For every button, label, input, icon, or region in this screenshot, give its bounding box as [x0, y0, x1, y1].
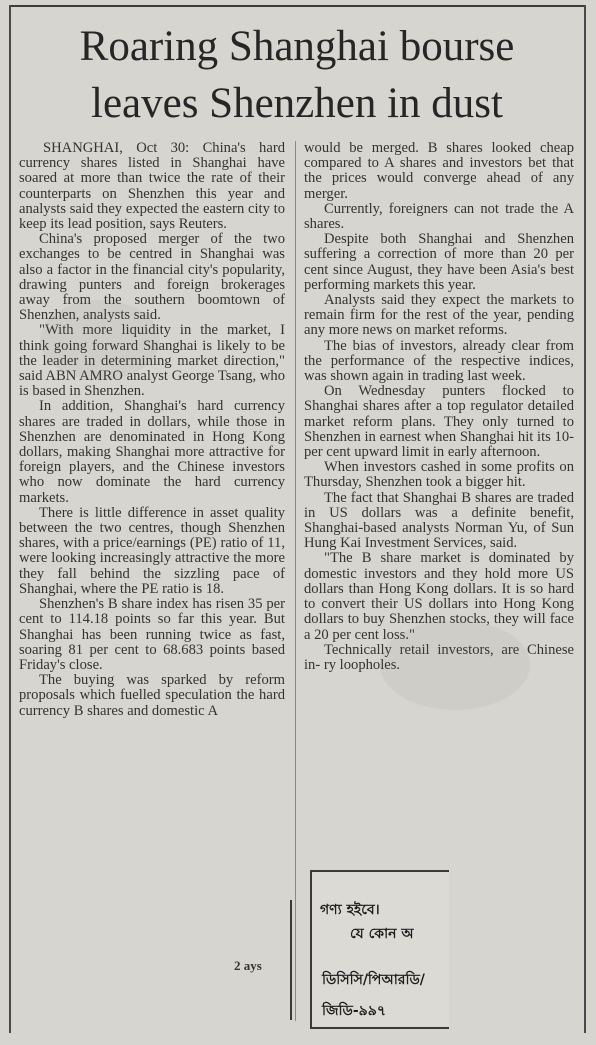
paragraph: Technically retail investors, are Chinese in- ry loopholes.	[304, 641, 574, 673]
paragraph: "The B share market is dominated by domestic investors and they hold more US dollars than Hong Kong dollars. It is so hard to convert their US dollars into Hong Kong dollars to buy Shenzhen stocks, they will face a 20 per cent loss."	[304, 550, 574, 643]
right-column	[304, 141, 574, 673]
paragraph: The bias of investors, already clear from the performance of the respective indices, was shown again in trading last week.	[304, 337, 574, 385]
paragraph: Despite both Shanghai and Shenzhen suffering a correction of more than 20 per cent since August, they have been Asia's best performing markets this year.	[304, 231, 574, 293]
paragraph: In addition, Shanghai's hard currency shares are traded in dollars, while those in Shenzhen are denominated in Hong Kong dollars, making Shanghai more attractive for foreign players, and the Chinese investors who now dominate the hard currency markets.	[19, 398, 285, 506]
paragraph: would be merged. B shares looked cheap compared to A shares and investors bet that the prices would converge ahead of any merger.	[304, 140, 574, 202]
paragraph: SHANGHAI, Oct 30: China's hard currency shares listed in Shanghai have soared at more than twice the rate of their counterparts on Shenzhen this year and analysts said they expected the eastern city to keep its lead position, says Reuters.	[19, 140, 285, 233]
paragraph: There is little difference in asset quality between the two centres, though Shenzhen shares, with a price/earnings (PE) ratio of 11, were looking increasingly attractive the more they fall behind the sizzling pace of Shanghai, where the PE ratio is 18.	[19, 504, 285, 597]
headline-line-1: Roaring Shanghai bourse	[79, 23, 515, 70]
paragraph: On Wednesday punters flocked to Shanghai shares after a top regulator detailed market reform plans. They only turned to Shenzhen in earnest when Shanghai hit its 10-per cent upward limit in early afternoon.	[304, 383, 574, 461]
top-rule	[10, 5, 586, 7]
left-rule	[9, 5, 11, 1033]
margin-mark: 2 ays	[234, 958, 262, 973]
headline-line-2: leaves Shenzhen in dust	[91, 80, 503, 127]
archive-stamp	[310, 870, 449, 1029]
left-column	[19, 141, 285, 719]
paragraph: China's proposed merger of the two exchanges to be centred in Shanghai was also a factor in the financial city's popularity, drawing punters and foreign brokerages away from the southern boomtown of Shenzhen, analysts said.	[19, 231, 285, 324]
paragraph: When investors cashed in some profits on Thursday, Shenzhen took a bigger hit.	[304, 459, 574, 491]
paper-stain	[380, 620, 530, 710]
paragraph: "With more liquidity in the market, I think going forward Shanghai is likely to be the leader in determining market direction," said ABN AMRO analyst George Tsang, who is based in Shenzhen.	[19, 322, 285, 400]
column-divider	[295, 141, 296, 1021]
paragraph: Analysts said they expect the markets to remain firm for the rest of the year, pending any more news on market reforms.	[304, 292, 574, 339]
paragraph: The buying was sparked by reform proposals which fuelled speculation the hard currency B shares and domestic A	[19, 672, 285, 719]
paper-stain	[40, 300, 160, 380]
paragraph: Shenzhen's B share index has risen 35 per cent to 114.18 points so far this year. But Shanghai has been running twice as fast, soaring 81 per cent to 68.683 points based Friday's close.	[19, 596, 285, 673]
right-rule	[584, 5, 586, 1033]
paragraph: The fact that Shanghai B shares are traded in US dollars was a definite benefit, Shanghai-based analysts Norman Yu, of Sun Hung Kai Investment Services, said.	[304, 489, 574, 552]
stamp-line-4: জিডি-৯৯৭	[322, 1003, 386, 1019]
paragraph: Currently, foreigners can not trade the A shares.	[304, 200, 574, 233]
stamp-line-1: গণ্য হইবে।	[320, 902, 380, 918]
stamp-line-2: যে কোন অ	[350, 926, 414, 942]
article-headline	[14, 18, 580, 132]
stamp-line-3: ডিসিসি/পিআরডি/	[322, 972, 425, 988]
